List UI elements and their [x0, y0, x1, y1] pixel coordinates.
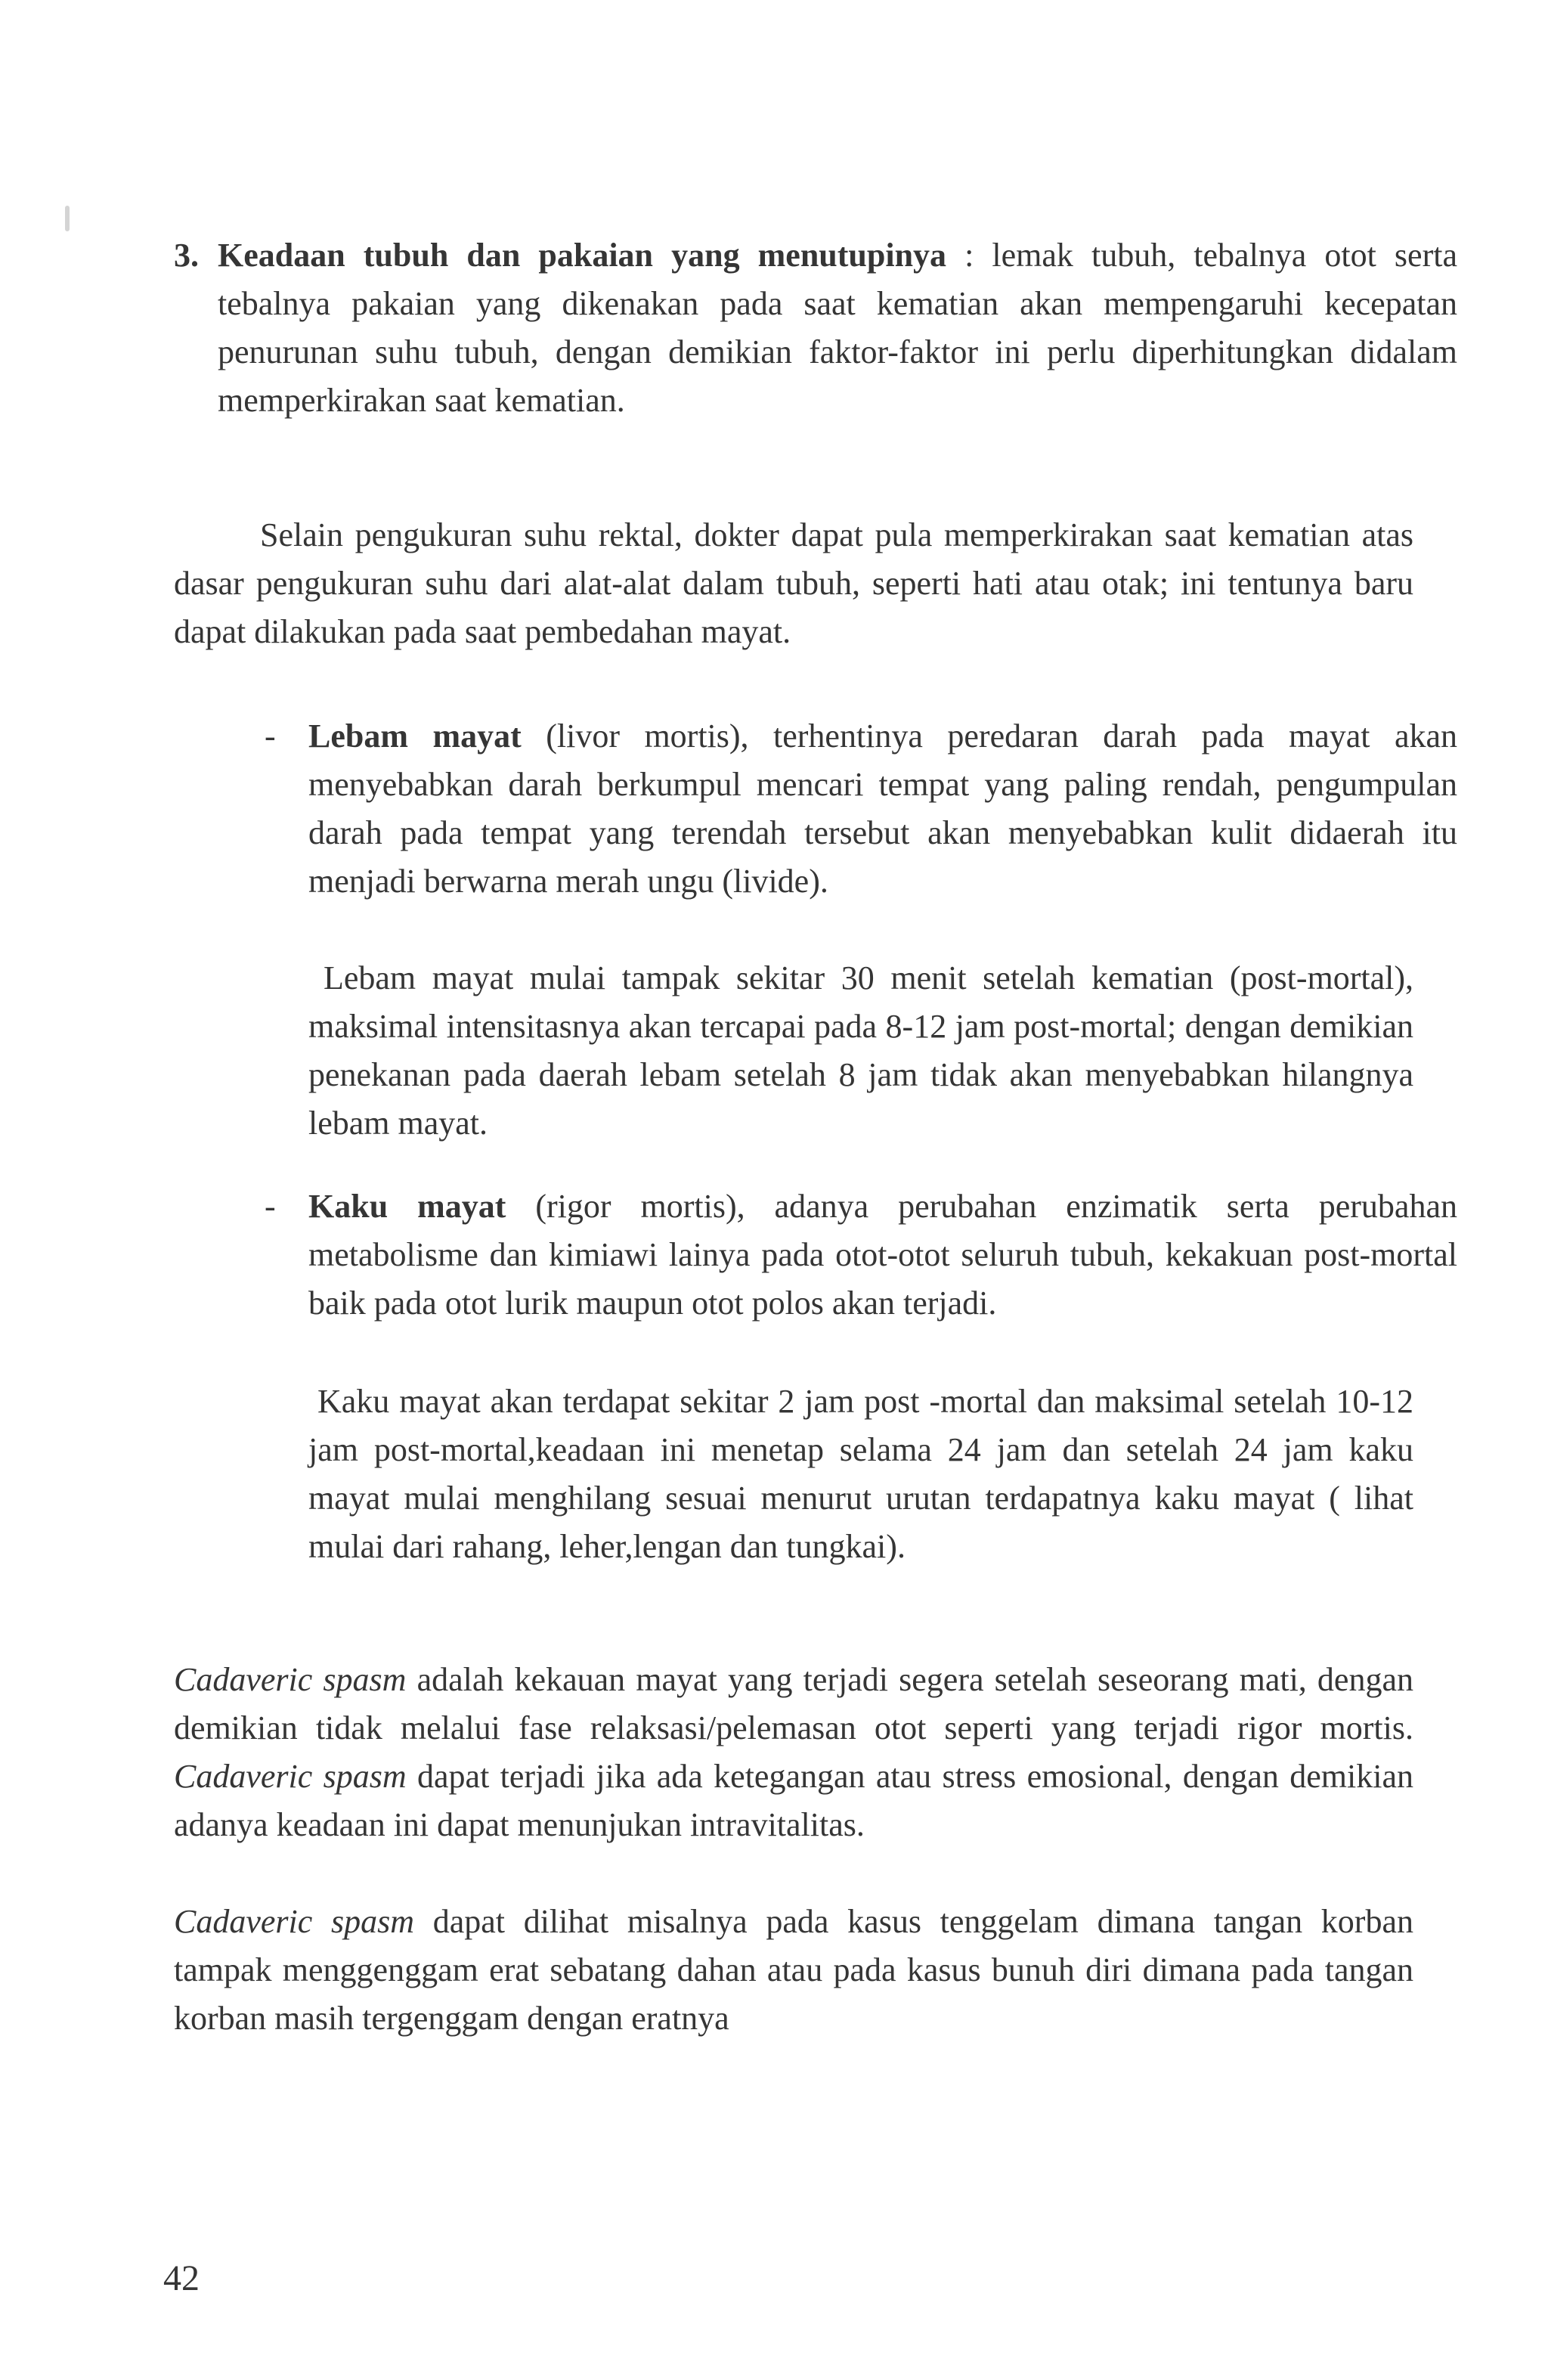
paragraph-text: dapat terjadi jika ada ketegangan atau stress emosional, dengan demikian adanya keadaan ini dapat menunjukan intravitalitas.	[174, 1758, 1413, 1843]
bullet-term: Kaku mayat	[308, 1188, 506, 1225]
paragraph-text: Selain pengukuran suhu rektal, dokter dapat pula memperkirakan saat kematian atas dasar pengukuran suhu dari alat-alat dalam tubuh, seperti hati atau otak; ini tentunya baru dapat dilakukan pada saat pembedahan mayat.	[174, 516, 1413, 650]
paragraph-text: dapat dilihat misalnya pada kasus tenggelam dimana tangan korban tampak menggenggam erat sebatang dahan atau pada kasus bunuh diri dimana pada tangan korban masih tergenggam dengan eratnya	[174, 1903, 1413, 2037]
numbered-item-3	[174, 231, 1457, 425]
italic-term: Cadaveric spasm	[174, 1903, 415, 1940]
bullet-kaku-continuation	[308, 1377, 1413, 1571]
item-heading: Keadaan tubuh dan pakaian yang menutupinya	[218, 237, 947, 274]
continuation-text: Lebam mayat mulai tampak sekitar 30 menit setelah kematian (post-mortal), maksimal intensitasnya akan tercapai pada 8-12 jam post-mortal; dengan demikian penekanan pada daerah lebam setelah 8 jam tidak akan menyebabkan hilangnya lebam mayat.	[308, 959, 1413, 1142]
page-number: 42	[163, 2258, 200, 2298]
bullet-kaku-mayat	[265, 1182, 1457, 1328]
italic-term: Cadaveric spasm	[174, 1758, 407, 1795]
bullet-text: (rigor mortis), adanya perubahan enzimatik serta perubahan metabolisme dan kimiawi lainya pada otot-otot seluruh tubuh, kekakuan post-mortal baik pada otot lurik maupun otot polos akan terjadi.	[308, 1188, 1457, 1322]
paragraph-cadaveric-spasm-definition	[174, 1656, 1413, 1849]
scan-artifact-mark	[65, 206, 70, 231]
bullet-dash: -	[265, 717, 276, 755]
item-number: 3.	[174, 237, 199, 274]
bullet-term: Lebam mayat	[308, 717, 522, 755]
bullet-dash: -	[265, 1188, 276, 1225]
bullet-lebam-mayat	[265, 712, 1457, 906]
paragraph-organ-temperature	[174, 511, 1413, 656]
item-text: : lemak tubuh, tebalnya otot serta tebalnya pakaian yang dikenakan pada saat kematian akan mempengaruhi kecepatan penurunan suhu tubuh, dengan demikian faktor-faktor ini perlu diperhitungkan didalam memperkirakan saat kematian.	[218, 237, 1457, 419]
italic-term: Cadaveric spasm	[174, 1661, 407, 1698]
continuation-text: Kaku mayat akan terdapat sekitar 2 jam post -mortal dan maksimal setelah 10-12 jam post-mortal,keadaan ini menetap selama 24 jam dan setelah 24 jam kaku mayat mulai menghilang sesuai menurut urutan terdapatnya kaku mayat ( lihat mulai dari rahang, leher,lengan dan tungkai).	[308, 1383, 1413, 1565]
paragraph-cadaveric-spasm-examples	[174, 1898, 1413, 2043]
paragraph-text: adalah kekauan mayat yang terjadi segera setelah seseorang mati, dengan demikian tidak melalui fase relaksasi/pelemasan otot seperti yang terjadi rigor mortis.	[174, 1661, 1413, 1746]
bullet-lebam-continuation	[308, 954, 1413, 1148]
bullet-text: (livor mortis), terhentinya peredaran darah pada mayat akan menyebabkan darah berkumpul mencari tempat yang paling rendah, pengumpulan darah pada tempat yang terendah tersebut akan menyebabkan kulit didaerah itu menjadi berwarna merah ungu (livide).	[308, 717, 1458, 900]
